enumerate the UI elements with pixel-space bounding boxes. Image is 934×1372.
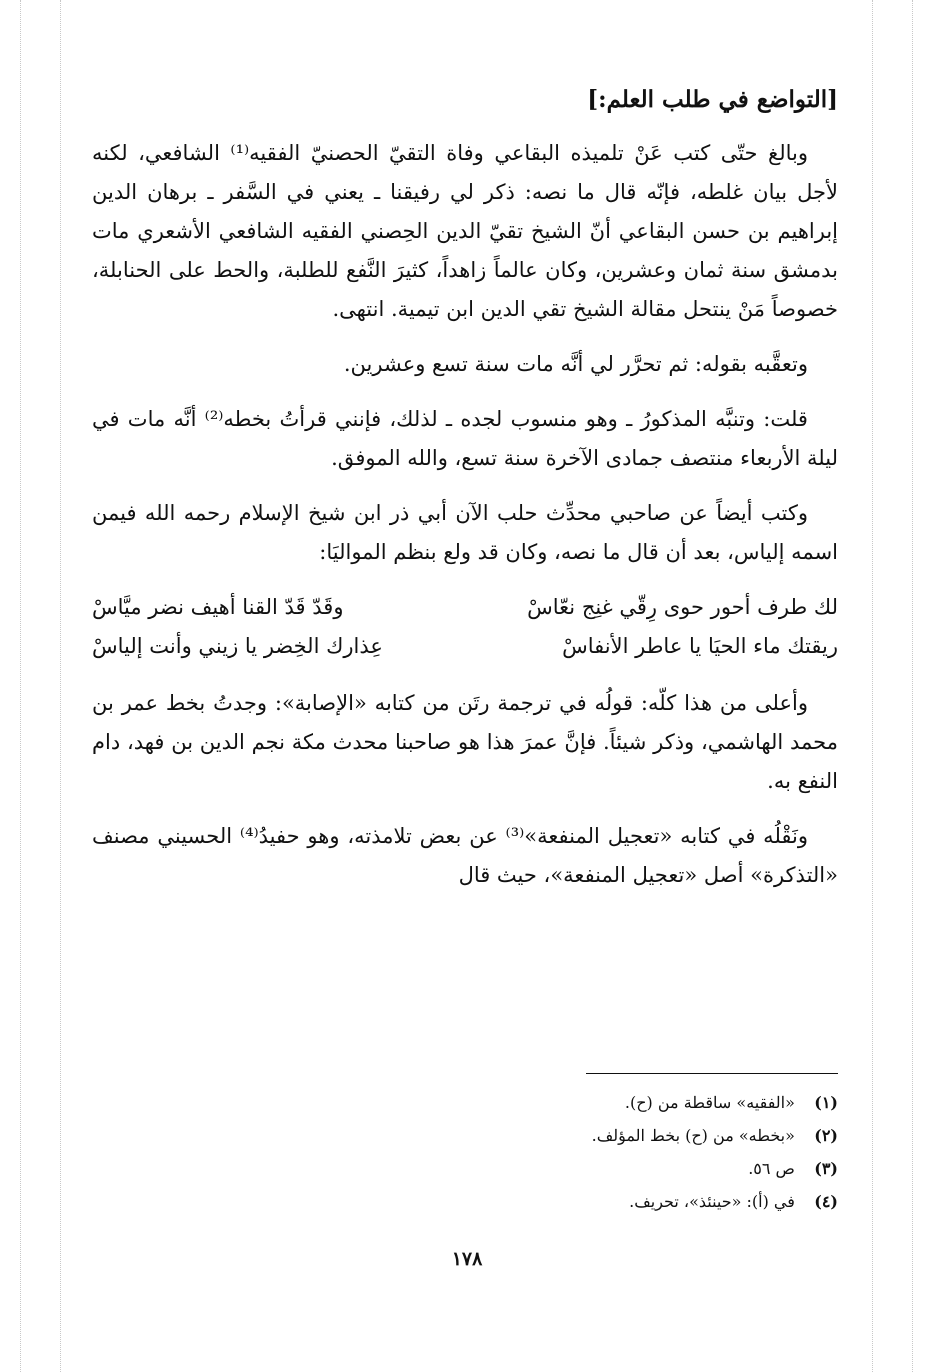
left-edge-dots bbox=[20, 0, 21, 1372]
verse-1-second-hemistich: وقَدّ قَدّ القنا أهيف نضر ميَّاسْ bbox=[92, 595, 344, 619]
left-edge-dots-2 bbox=[60, 0, 61, 1372]
verse-1-first-hemistich: لك طرف أحور حوى رِقّي غنِج نعّاسْ bbox=[527, 595, 838, 619]
paragraph-1: وبالغ حتّى كتب عَنْ تلميذه البقاعي وفاة التقيّ الحصنيّ الفقيه⁽¹⁾ الشافعي، لكنه لأجل بيان غلطه، فإنّه قال ما نصه: ذكر لي رفيقنا ـ يعني في السَّفر ـ برهان الدين إبراهيم بن حسن البقاعي أنّ الشيخ تقيّ الدين الحِصني الفقيه الشافعي الأشعري مات بدمشق سنة ثمان وعشرين، وكان عالماً زاهداً، كثيرَ النَّفع للطلبة، والحط على الحنابلة، خصوصاً مَنْ ينتحل مقالة الشيخ تقي الدين ابن تيمية. انتهى. bbox=[92, 141, 838, 321]
footnote-text: «بخطه» من (ح) بخط المؤلف. bbox=[591, 1126, 795, 1145]
footnote-number: (١) bbox=[814, 1093, 838, 1112]
footnote-separator bbox=[586, 1073, 838, 1074]
poem-verse-1 bbox=[92, 588, 838, 627]
footnote-text: ص ٥٦. bbox=[748, 1159, 795, 1178]
paragraph-3: قلت: وتنبَّه المذكورُ ـ وهو منسوب لجده ـ لذلك، فإنني قرأتُ بخطه⁽²⁾ أنَّه مات في ليلة الأربعاء منتصف جمادى الآخرة سنة تسع، والله الموفق. bbox=[92, 407, 838, 470]
paragraph-6: ونَقْلُه في كتابه «تعجيل المنفعة»⁽³⁾ عن بعض تلامذته، وهو حفيدُ⁽⁴⁾ الحسيني مصنف «التذكرة» أصل «تعجيل المنفعة»، حيث قال bbox=[92, 824, 838, 887]
footnote-number: (٤) bbox=[814, 1192, 838, 1211]
footnote-text: «الفقيه» ساقطة من (ح). bbox=[624, 1093, 795, 1112]
footnote-4 bbox=[96, 1185, 838, 1218]
section-heading: [التواضع في طلب العلم:] bbox=[587, 86, 838, 113]
footnote-number: (٢) bbox=[814, 1126, 838, 1145]
footnote-3 bbox=[96, 1152, 838, 1185]
right-edge-dots-2 bbox=[912, 0, 913, 1372]
right-edge-dots bbox=[872, 0, 873, 1372]
poem-verse-2 bbox=[92, 627, 838, 666]
paragraph-2: وتعقَّبه بقوله: ثم تحرَّر لي أنَّه مات سنة تسع وعشرين. bbox=[343, 352, 808, 376]
footnote-text: في (أ): «حينئذ»، تحريف. bbox=[629, 1192, 795, 1211]
verse-2-second-hemistich: عِذارك الخِضر يا زيني وأنت إلياسْ bbox=[92, 634, 383, 658]
footnote-2 bbox=[96, 1119, 838, 1152]
footnotes bbox=[96, 1086, 838, 1218]
main-text bbox=[92, 134, 838, 911]
footnote-1 bbox=[96, 1086, 838, 1119]
verse-2-first-hemistich: ريقتك ماء الحيَا يا عاطر الأنفاسْ bbox=[562, 634, 838, 658]
page-number: ١٧٨ bbox=[451, 1248, 483, 1270]
paragraph-5: وأعلى من هذا كلّه: قولُه في ترجمة رتَن من كتابه «الإصابة»: وجدتُ بخط عمر بن محمد الهاشمي، وذكر شيئاً. فإنَّ عمرَ هذا هو صاحبنا محدث مكة نجم الدين بن فهد، دام النفع به. bbox=[92, 691, 838, 793]
poem bbox=[92, 588, 838, 666]
footnote-number: (٣) bbox=[814, 1159, 838, 1178]
paragraph-4: وكتب أيضاً عن صاحبي محدِّث حلب الآن أبي ذر ابن شيخ الإسلام رحمه الله فيمن اسمه إلياس، بعد أن قال ما نصه، وكان قد ولع بنظم المواليَا: bbox=[92, 501, 838, 564]
